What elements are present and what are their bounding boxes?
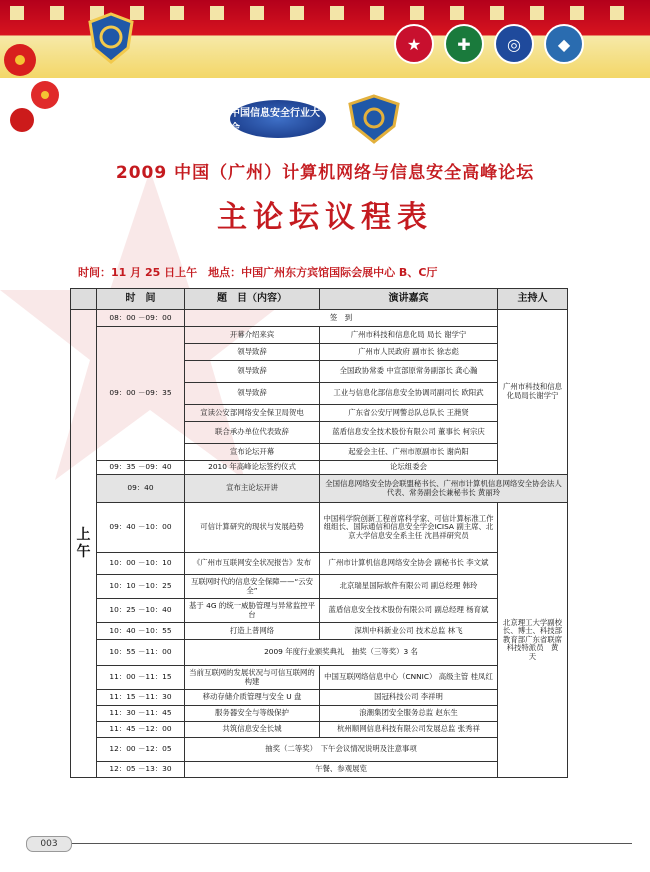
- title-cell: 领导致辞: [185, 361, 320, 383]
- speaker-cell: 国冠科技公司 李祥明: [320, 690, 498, 706]
- title-cell: 2010 年高峰论坛签约仪式: [185, 461, 320, 475]
- speaker-cell: 中国互联网络信息中心（CNNIC） 高级主管 桂凤红: [320, 666, 498, 690]
- table-row: [71, 461, 568, 475]
- table-row: [71, 666, 568, 690]
- emblem-row: [394, 24, 584, 64]
- agenda-table: [70, 288, 568, 778]
- table-row: [71, 310, 568, 327]
- title-cell: 领导致辞: [185, 344, 320, 361]
- time-cell: 10：10 －10：25: [97, 575, 185, 599]
- time-cell: 11：15 －11：30: [97, 690, 185, 706]
- title-cell: 午餐、参观展览: [185, 762, 498, 778]
- title-cell: 打造上普网络: [185, 623, 320, 640]
- forum-title: 2009 中国（广州）计算机网络与信息安全高峰论坛: [115, 163, 535, 183]
- table-row: [71, 762, 568, 778]
- time-cell: 09：40 －10：00: [97, 503, 185, 553]
- title-cell: 基于 4G 的统一威胁管理与异常监控平台: [185, 599, 320, 623]
- speaker-cell: 蓝盾信息安全技术股份有限公司 副总经理 杨育斌: [320, 599, 498, 623]
- speaker-cell: 工业与信息化部信息安全协调司副司长 欧阳武: [320, 383, 498, 405]
- speaker-cell: 广州市计算机信息网络安全协会 副秘书长 李文斌: [320, 553, 498, 575]
- conference-logo: 中国信息安全行业大会: [230, 100, 326, 138]
- title-cell: 领导致辞: [185, 383, 320, 405]
- table-row: [71, 706, 568, 722]
- footer-rule: [72, 843, 632, 844]
- speaker-cell: 广州市科技和信息化局 局长 谢学宁: [320, 327, 498, 344]
- header-speaker: 演讲嘉宾: [320, 289, 498, 310]
- table-row: [71, 575, 568, 599]
- host-cell: 广州市科技和信息化局局长谢学宁: [498, 310, 568, 475]
- speaker-cell: 广东省公安厅网警总队总队长 王滟贤: [320, 405, 498, 422]
- title-cell: 签 到: [185, 310, 498, 327]
- table-row: [71, 738, 568, 762]
- title-cell: 移动存储介质管理与安全 U 盘: [185, 690, 320, 706]
- time-cell: 10：00 －10：10: [97, 553, 185, 575]
- shield-logo-icon: [344, 94, 404, 144]
- speaker-cell: 论坛组委会: [320, 461, 498, 475]
- speaker-cell: 广州市人民政府 副市长 徐志彪: [320, 344, 498, 361]
- table-row: [71, 553, 568, 575]
- table-header-row: [71, 289, 568, 310]
- time-cell: 10：40 －10：55: [97, 623, 185, 640]
- title-cell: 2009 年度行业颁奖典礼 抽奖（三等奖）3 名: [185, 640, 498, 666]
- police-emblem-icon: ★: [394, 24, 434, 64]
- title-cell: 可信计算研究的现状与发展趋势: [185, 503, 320, 553]
- speaker-cell: 蓝盾信息安全技术股份有限公司 董事长 柯宗庆: [320, 422, 498, 444]
- title-cell: 宣布主论坛开讲: [185, 475, 320, 503]
- time-cell: 12：00 －12：05: [97, 738, 185, 762]
- blue-emblem-icon: ◎: [494, 24, 534, 64]
- conference-logos: [230, 94, 404, 144]
- title-cell: 宣布论坛开幕: [185, 444, 320, 461]
- table-row: [71, 623, 568, 640]
- table-row: [71, 327, 568, 344]
- time-cell: 10：25 －10：40: [97, 599, 185, 623]
- table-row: [71, 503, 568, 553]
- time-cell: 09：00 －09：35: [97, 327, 185, 461]
- header-blank: [71, 289, 97, 310]
- header-time: 时 间: [97, 289, 185, 310]
- table-row: [71, 640, 568, 666]
- time-cell: 12：05 －13：30: [97, 762, 185, 778]
- title-cell: 宣读公安部网络安全保卫局贺电: [185, 405, 320, 422]
- title-cell: 联合承办单位代表致辞: [185, 422, 320, 444]
- table-row: [71, 690, 568, 706]
- time-location: 时间：11 月 25 日上午 地点：中国广州东方宾馆国际会展中心 B、C厅: [78, 266, 438, 279]
- association-emblem-icon: ◆: [544, 24, 584, 64]
- session-label: 上 午: [71, 310, 97, 778]
- speaker-cell: 深圳中科新业公司 技术总监 林飞: [320, 623, 498, 640]
- speaker-cell: 北京瑞星国际软件有限公司 副总经理 韩玲: [320, 575, 498, 599]
- speaker-cell: 杭州顺网信息科技有限公司发展总监 张秀祥: [320, 722, 498, 738]
- time-cell: 09：35 －09：40: [97, 461, 185, 475]
- page-number: 003: [26, 836, 72, 852]
- speaker-cell: 浪潮集团安全服务总监 赵东生: [320, 706, 498, 722]
- speaker-cell: 全国政协常委 中宣部原常务副部长 龚心瀚: [320, 361, 498, 383]
- title-cell: 《广州市互联网安全状况报告》发布: [185, 553, 320, 575]
- table-row: [71, 599, 568, 623]
- speaker-cell: 全国信息网络安全协会联盟秘书长、广州市计算机信息网络安全协会法人代表、常务副会长兼秘书长 黄丽玲: [320, 475, 568, 503]
- speaker-cell: 中国科学院创新工程首席科学家、可信计算标准工作组组长、国际通信和信息安全学会ICISA 副主席、北京大学信息安全系主任 沈昌祥研究员: [320, 503, 498, 553]
- kapok-flower-icon: [0, 40, 70, 140]
- time-cell: 10：55 －11：00: [97, 640, 185, 666]
- table-row: [71, 475, 568, 503]
- title-cell: 开幕介绍来宾: [185, 327, 320, 344]
- security-shield-icon: [88, 12, 134, 64]
- header-title: 题 目（内容）: [185, 289, 320, 310]
- agenda-title: 主论坛议程表: [217, 200, 433, 235]
- host-cell: 北京理工大学副校长、博士、科技部教育部广东省联席科技特派员 黄 天: [498, 503, 568, 778]
- table-row: [71, 722, 568, 738]
- time-cell: 08：00 －09：00: [97, 310, 185, 327]
- title-cell: 抽奖（二等奖） 下午会议情况说明及注意事项: [185, 738, 498, 762]
- title-cell: 共筑信息安全长城: [185, 722, 320, 738]
- title-cell: 服务器安全与等级保护: [185, 706, 320, 722]
- title-cell: 当前互联网的发展状况与可信互联网的构建: [185, 666, 320, 690]
- time-cell: 11：30 －11：45: [97, 706, 185, 722]
- speaker-cell: 起爱会主任、广州市原副市长 谢尚阳: [320, 444, 498, 461]
- green-emblem-icon: ✚: [444, 24, 484, 64]
- time-cell: 11：00 －11：15: [97, 666, 185, 690]
- time-cell: 11：45 －12：00: [97, 722, 185, 738]
- time-cell: 09：40: [97, 475, 185, 503]
- header-host: 主持人: [498, 289, 568, 310]
- title-cell: 互联网时代的信息安全保障——“云安全”: [185, 575, 320, 599]
